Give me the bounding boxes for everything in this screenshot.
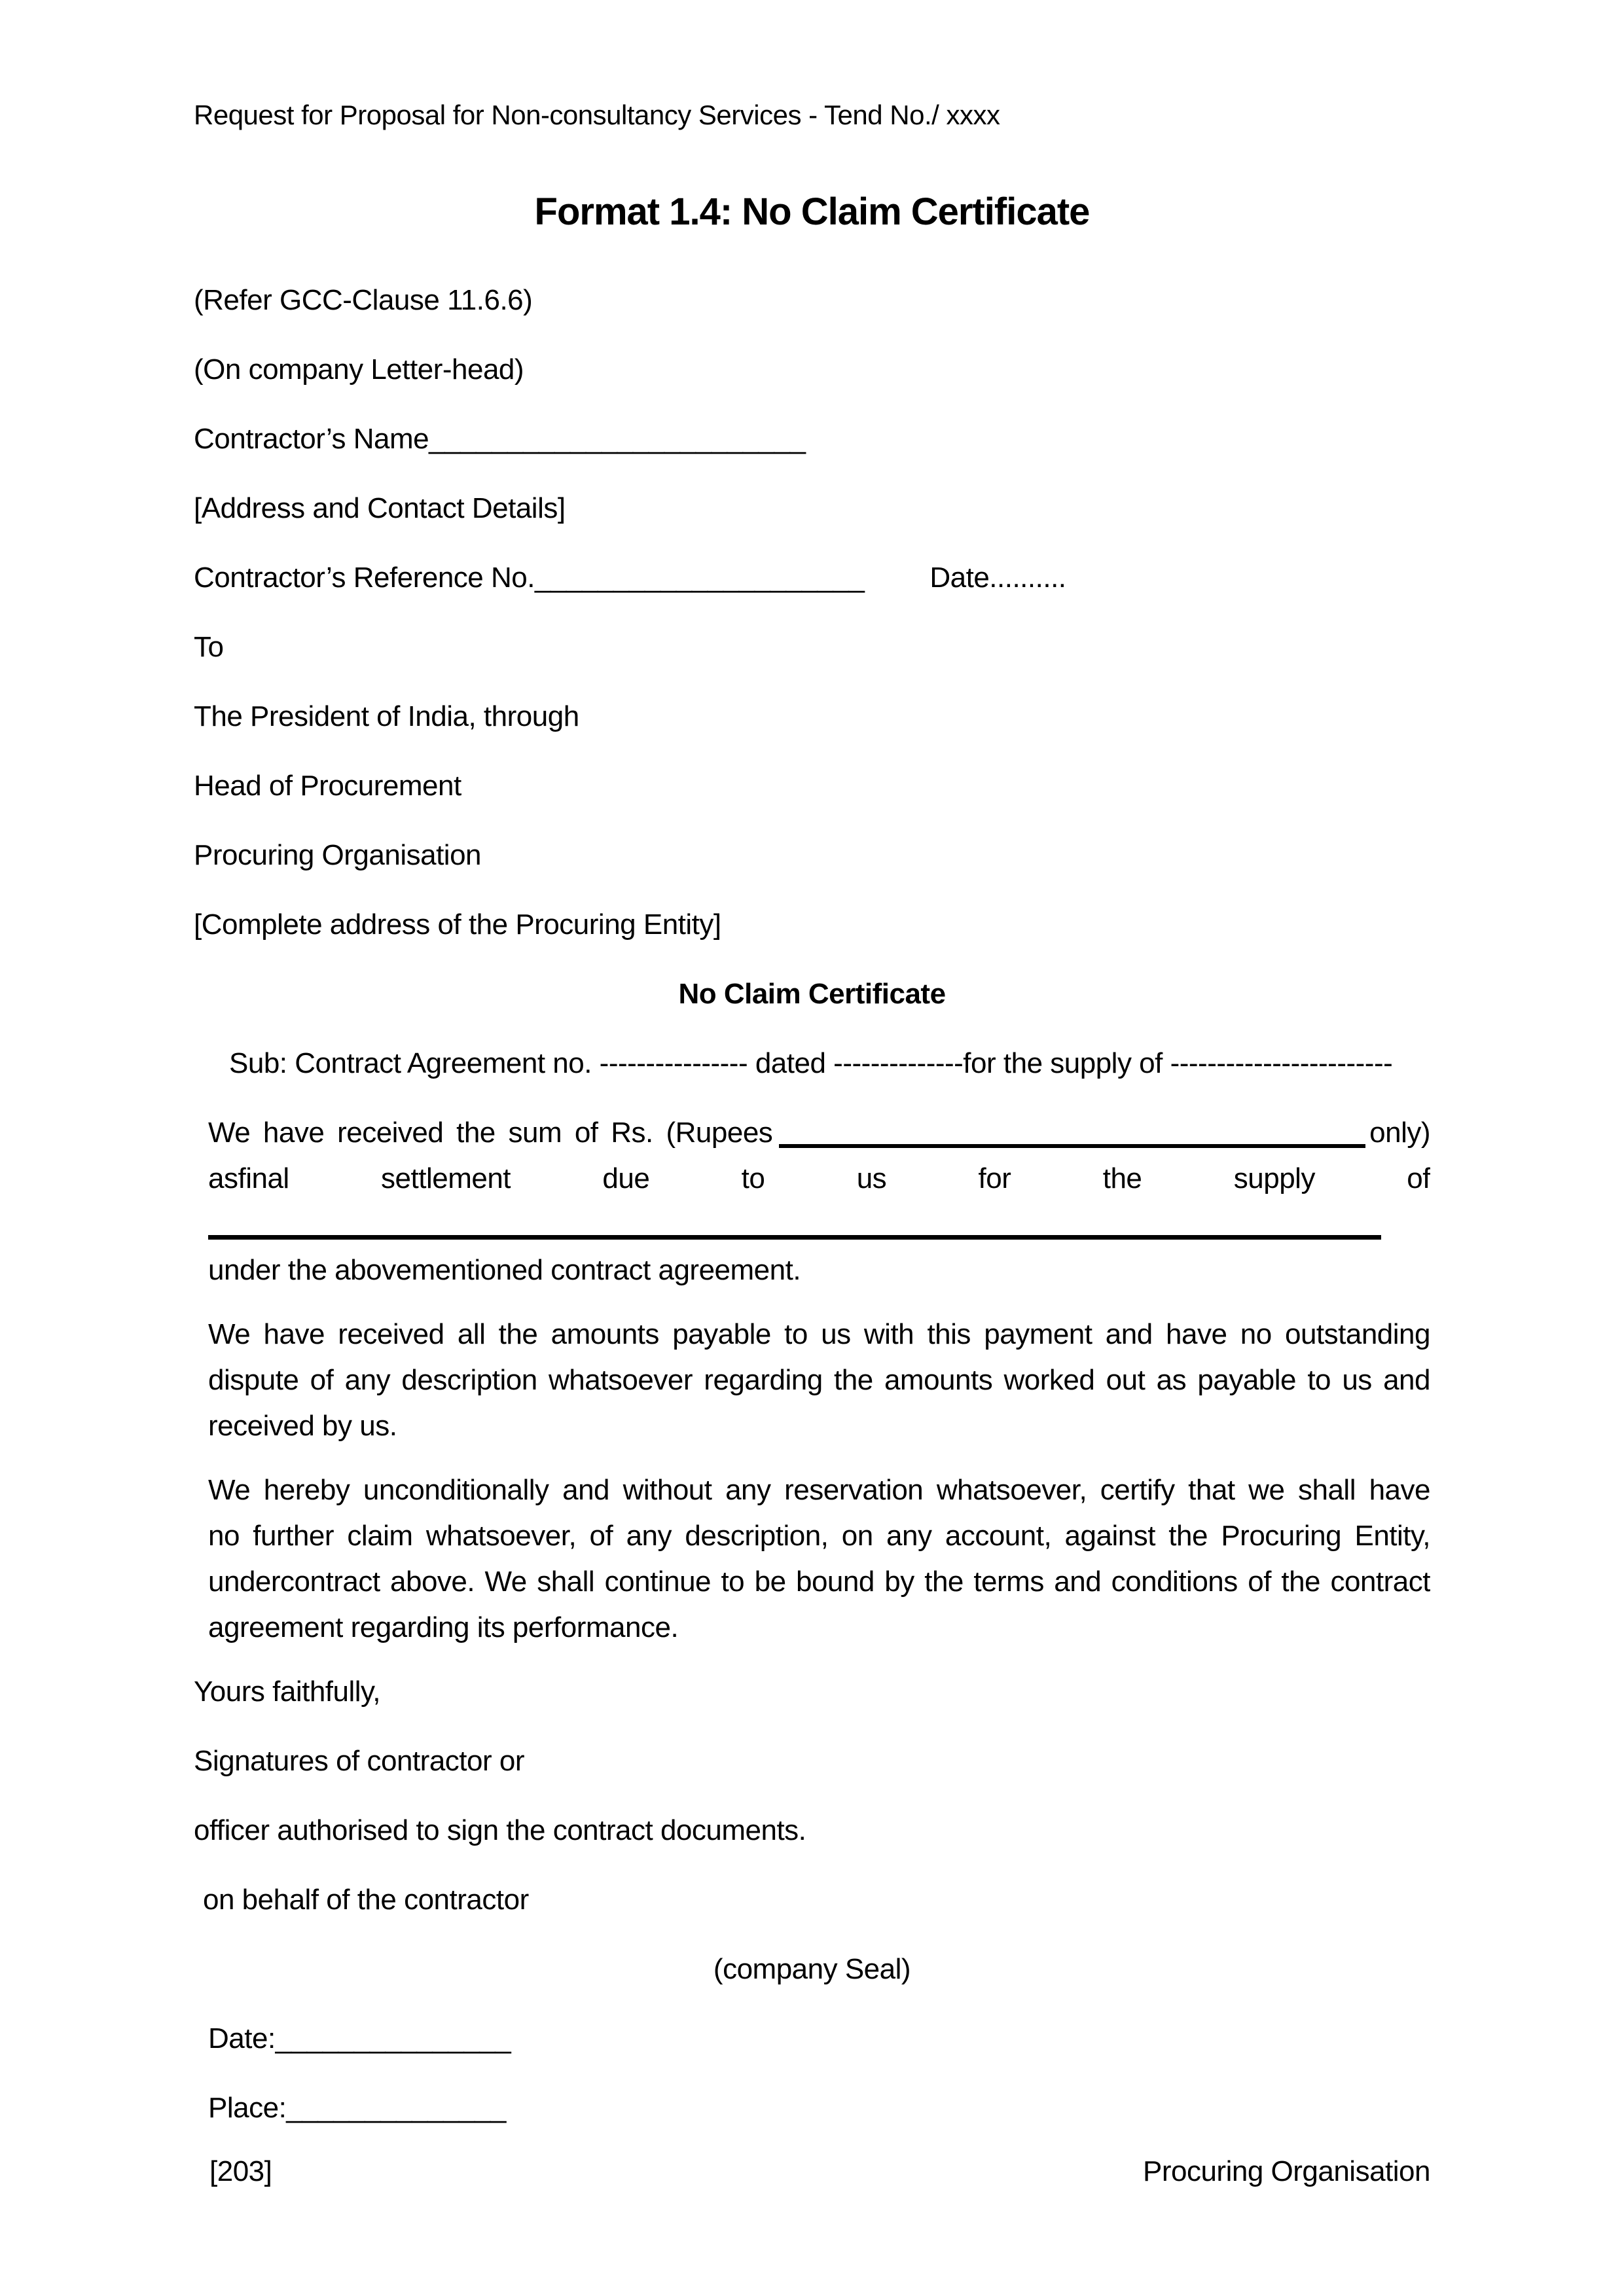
paragraph-no-further-claim — [194, 1467, 1430, 1651]
refer-clause-line: (Refer GCC-Clause 11.6.6) — [194, 284, 533, 316]
paragraph-no-dispute-line-1: We have received all the amounts payable to us with this payment and have no outstanding — [208, 1318, 1430, 1350]
place-blank-line: Place:______________ — [208, 2092, 506, 2124]
date-blank-line: Date:_______________ — [208, 2022, 511, 2054]
signature-line-3: on behalf of the contractor — [203, 1884, 529, 1916]
addressee-line-2: Head of Procurement — [194, 770, 461, 802]
paragraph-no-further-claim-line-3: undercontract above. We shall continue to be bound by the terms and conditions of the contract — [208, 1566, 1430, 1598]
reference-no-line — [194, 555, 1430, 601]
certificate-heading: No Claim Certificate — [678, 978, 946, 1010]
to-label-line: To — [194, 631, 224, 663]
footer-page-number: [203] — [209, 2155, 272, 2187]
paragraph-no-dispute-line-3: received by us. — [208, 1410, 397, 1442]
letterhead-note-line: (On company Letter-head) — [194, 353, 524, 386]
contractor-name-line: Contractor’s Name________________________ — [194, 423, 806, 455]
paragraph-no-dispute-line-2: dispute of any description whatsoever regarding the amounts worked out as payable to us and — [208, 1364, 1430, 1396]
paragraph-no-further-claim-line-1: We hereby unconditionally and without any reservation whatsoever, certify that we shall have — [208, 1474, 1430, 1506]
paragraph-received-sum — [194, 1110, 1430, 1293]
supply-blank-line — [208, 1202, 1430, 1247]
page-title: Format 1.4: No Claim Certificate — [534, 190, 1090, 233]
page-header-text: Request for Proposal for Non-consultancy Services - Tend No./ xxxx — [194, 99, 1000, 130]
yours-faithfully-line: Yours faithfully, — [194, 1676, 380, 1708]
paragraph-no-further-claim-line-4: agreement regarding its performance. — [208, 1611, 679, 1643]
rupees-suffix-text: only) — [1369, 1117, 1430, 1149]
date-dots-text: Date.......... — [929, 562, 1066, 594]
addressee-line-4: [Complete address of the Procuring Entity] — [194, 908, 721, 941]
rupees-blank-line — [208, 1110, 1430, 1156]
subject-line: Sub: Contract Agreement no. ---------------- dated --------------for the supply of ------------------------ — [229, 1047, 1393, 1079]
footer-organisation-text: Procuring Organisation — [1142, 2155, 1430, 2187]
rupees-prefix-text: We have received the sum of Rs. (Rupees — [208, 1117, 773, 1149]
signature-line-2: officer authorised to sign the contract documents. — [194, 1814, 806, 1846]
under-contract-line: under the abovementioned contract agreement. — [208, 1254, 801, 1286]
page-footer — [209, 2153, 1430, 2190]
signature-line-1: Signatures of contractor or — [194, 1745, 524, 1777]
company-seal-line: (company Seal) — [713, 1953, 911, 1985]
supply-blank-rule — [208, 1235, 1381, 1240]
addressee-line-1: The President of India, through — [194, 700, 579, 732]
address-note-line: [Address and Contact Details] — [194, 492, 566, 524]
reference-no-text: Contractor’s Reference No._____________________ — [194, 562, 865, 594]
paragraph-no-dispute — [194, 1312, 1430, 1449]
rupees-blank-rule — [779, 1144, 1365, 1148]
paragraph-no-further-claim-line-2: no further claim whatsoever, of any description, on any account, against the Procuring Entity, — [208, 1520, 1430, 1552]
asfinal-settlement-line: asfinal settlement due to us for the supply of — [208, 1162, 1430, 1194]
addressee-line-3: Procuring Organisation — [194, 839, 482, 871]
